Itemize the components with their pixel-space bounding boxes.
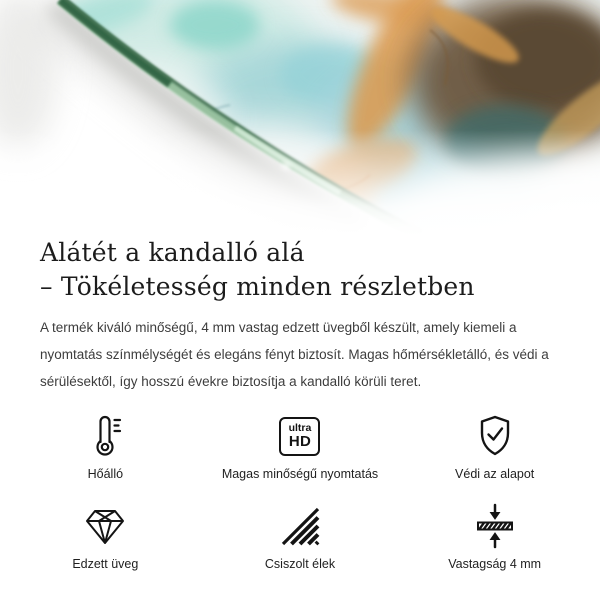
diamond-icon: [81, 501, 129, 551]
page-title: [40, 236, 560, 304]
product-hero-image: [0, 0, 600, 240]
feature-polished-edges: [203, 501, 398, 571]
feature-label: Hőálló: [87, 467, 124, 481]
thickness-icon: [471, 501, 519, 551]
feature-protects-base: [397, 411, 592, 481]
ultra-hd-icon-text-top: ultra: [288, 421, 312, 434]
page-title-line1: Alátét a kandalló alá: [40, 238, 305, 267]
feature-tempered-glass: [8, 501, 203, 571]
ultra-hd-icon: [279, 411, 320, 461]
feature-label: Vastagság 4 mm: [448, 557, 542, 571]
feature-label: Csiszolt élek: [264, 557, 336, 571]
polished-edges-icon: [276, 501, 324, 551]
feature-label: Magas minőségű nyomtatás: [221, 467, 379, 481]
feature-heat-resistant: [8, 411, 203, 481]
product-description: A termék kiváló minőségű, 4 mm vastag edzett üvegből készült, amely kiemeli a nyomtatás színmélységét és elegáns fényt biztosít. Magas hőmérsékletálló, és védi a sérülésektől, így hosszú évekre biztosítja a kandalló körüli teret.: [40, 320, 549, 389]
feature-ultra-hd-print: [203, 411, 398, 481]
thermometer-icon: [81, 411, 129, 461]
feature-label: Edzett üveg: [72, 557, 139, 571]
feature-thickness: [397, 501, 592, 571]
page-title-line2: – Tökéletesség minden részletben: [40, 272, 475, 301]
feature-label: Védi az alapot: [455, 467, 535, 481]
features-grid: [8, 411, 592, 571]
shield-check-icon: [471, 411, 519, 461]
ultra-hd-icon-text-bottom: HD: [288, 432, 312, 450]
